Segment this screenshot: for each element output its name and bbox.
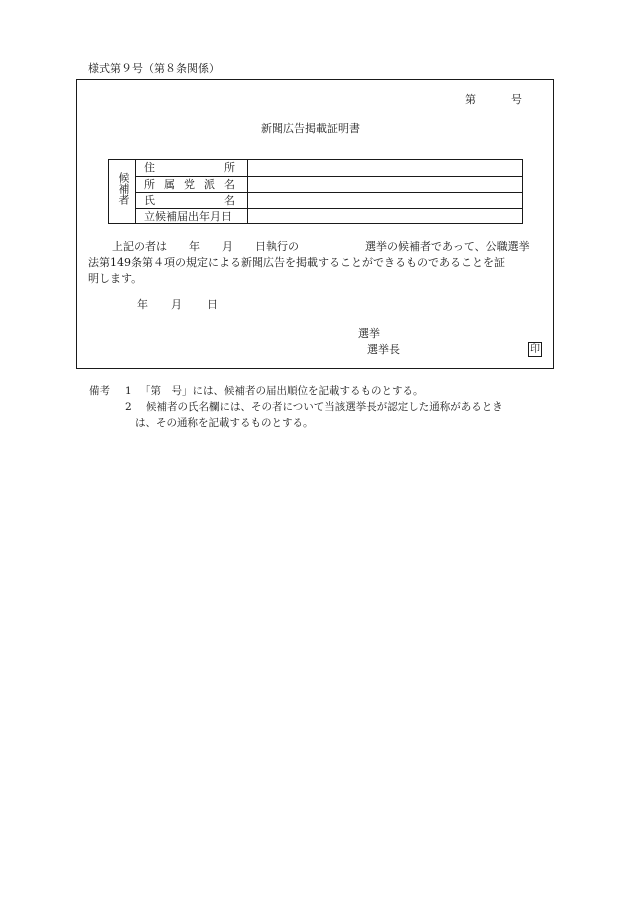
form-label: 様式第９号（第８条関係） [88, 62, 220, 75]
row-filing-date [136, 208, 522, 224]
filing-date-value [248, 209, 522, 224]
note-2-continuation: は、その通称を記載するものとする。 [135, 417, 314, 429]
date-month: 月 [171, 298, 182, 311]
candidate-table [108, 159, 523, 224]
candidate-side-label: 候補者 [117, 172, 130, 205]
address-value [248, 160, 522, 176]
doc-number-go: 号 [511, 93, 522, 106]
row-party [136, 176, 522, 192]
row-address [136, 160, 522, 176]
note-1-number: 1 [125, 385, 132, 397]
name-value [248, 193, 522, 208]
body-line-2: 法第149条第４項の規定による新聞広告を掲載することができるものであることを証 [88, 256, 505, 269]
note-2-number: 2 [125, 401, 132, 413]
note-2-text: 候補者の氏名欄には、その者について当該選挙長が認定した通称があるとき [146, 401, 503, 413]
document-title: 新聞広告掲載証明書 [261, 122, 360, 135]
date-day: 日 [207, 298, 218, 311]
label-filing-date: 立候補届出年月日 [136, 209, 248, 224]
note-1-text: 「第 号」には、候補者の届出順位を記載するものとする。 [140, 385, 424, 397]
notes-heading: 備考 [89, 385, 110, 397]
party-value [248, 177, 522, 192]
election-label: 選挙 [358, 327, 380, 340]
body-line-1: 上記の者は 年 月 日執行の 選挙の候補者であって、公職選挙 [112, 240, 530, 253]
body-line-3: 明します。 [88, 272, 143, 285]
row-name [136, 192, 522, 208]
date-year: 年 [137, 298, 148, 311]
label-party: 所 属 党 派 名 [136, 177, 248, 192]
label-name: 氏 名 [136, 193, 248, 208]
doc-number-dai: 第 [465, 93, 476, 106]
candidate-side-cell [109, 160, 136, 223]
chairman-label: 選挙長 [367, 343, 400, 356]
seal-mark: 印 [530, 344, 540, 355]
label-address: 住 所 [136, 160, 248, 176]
